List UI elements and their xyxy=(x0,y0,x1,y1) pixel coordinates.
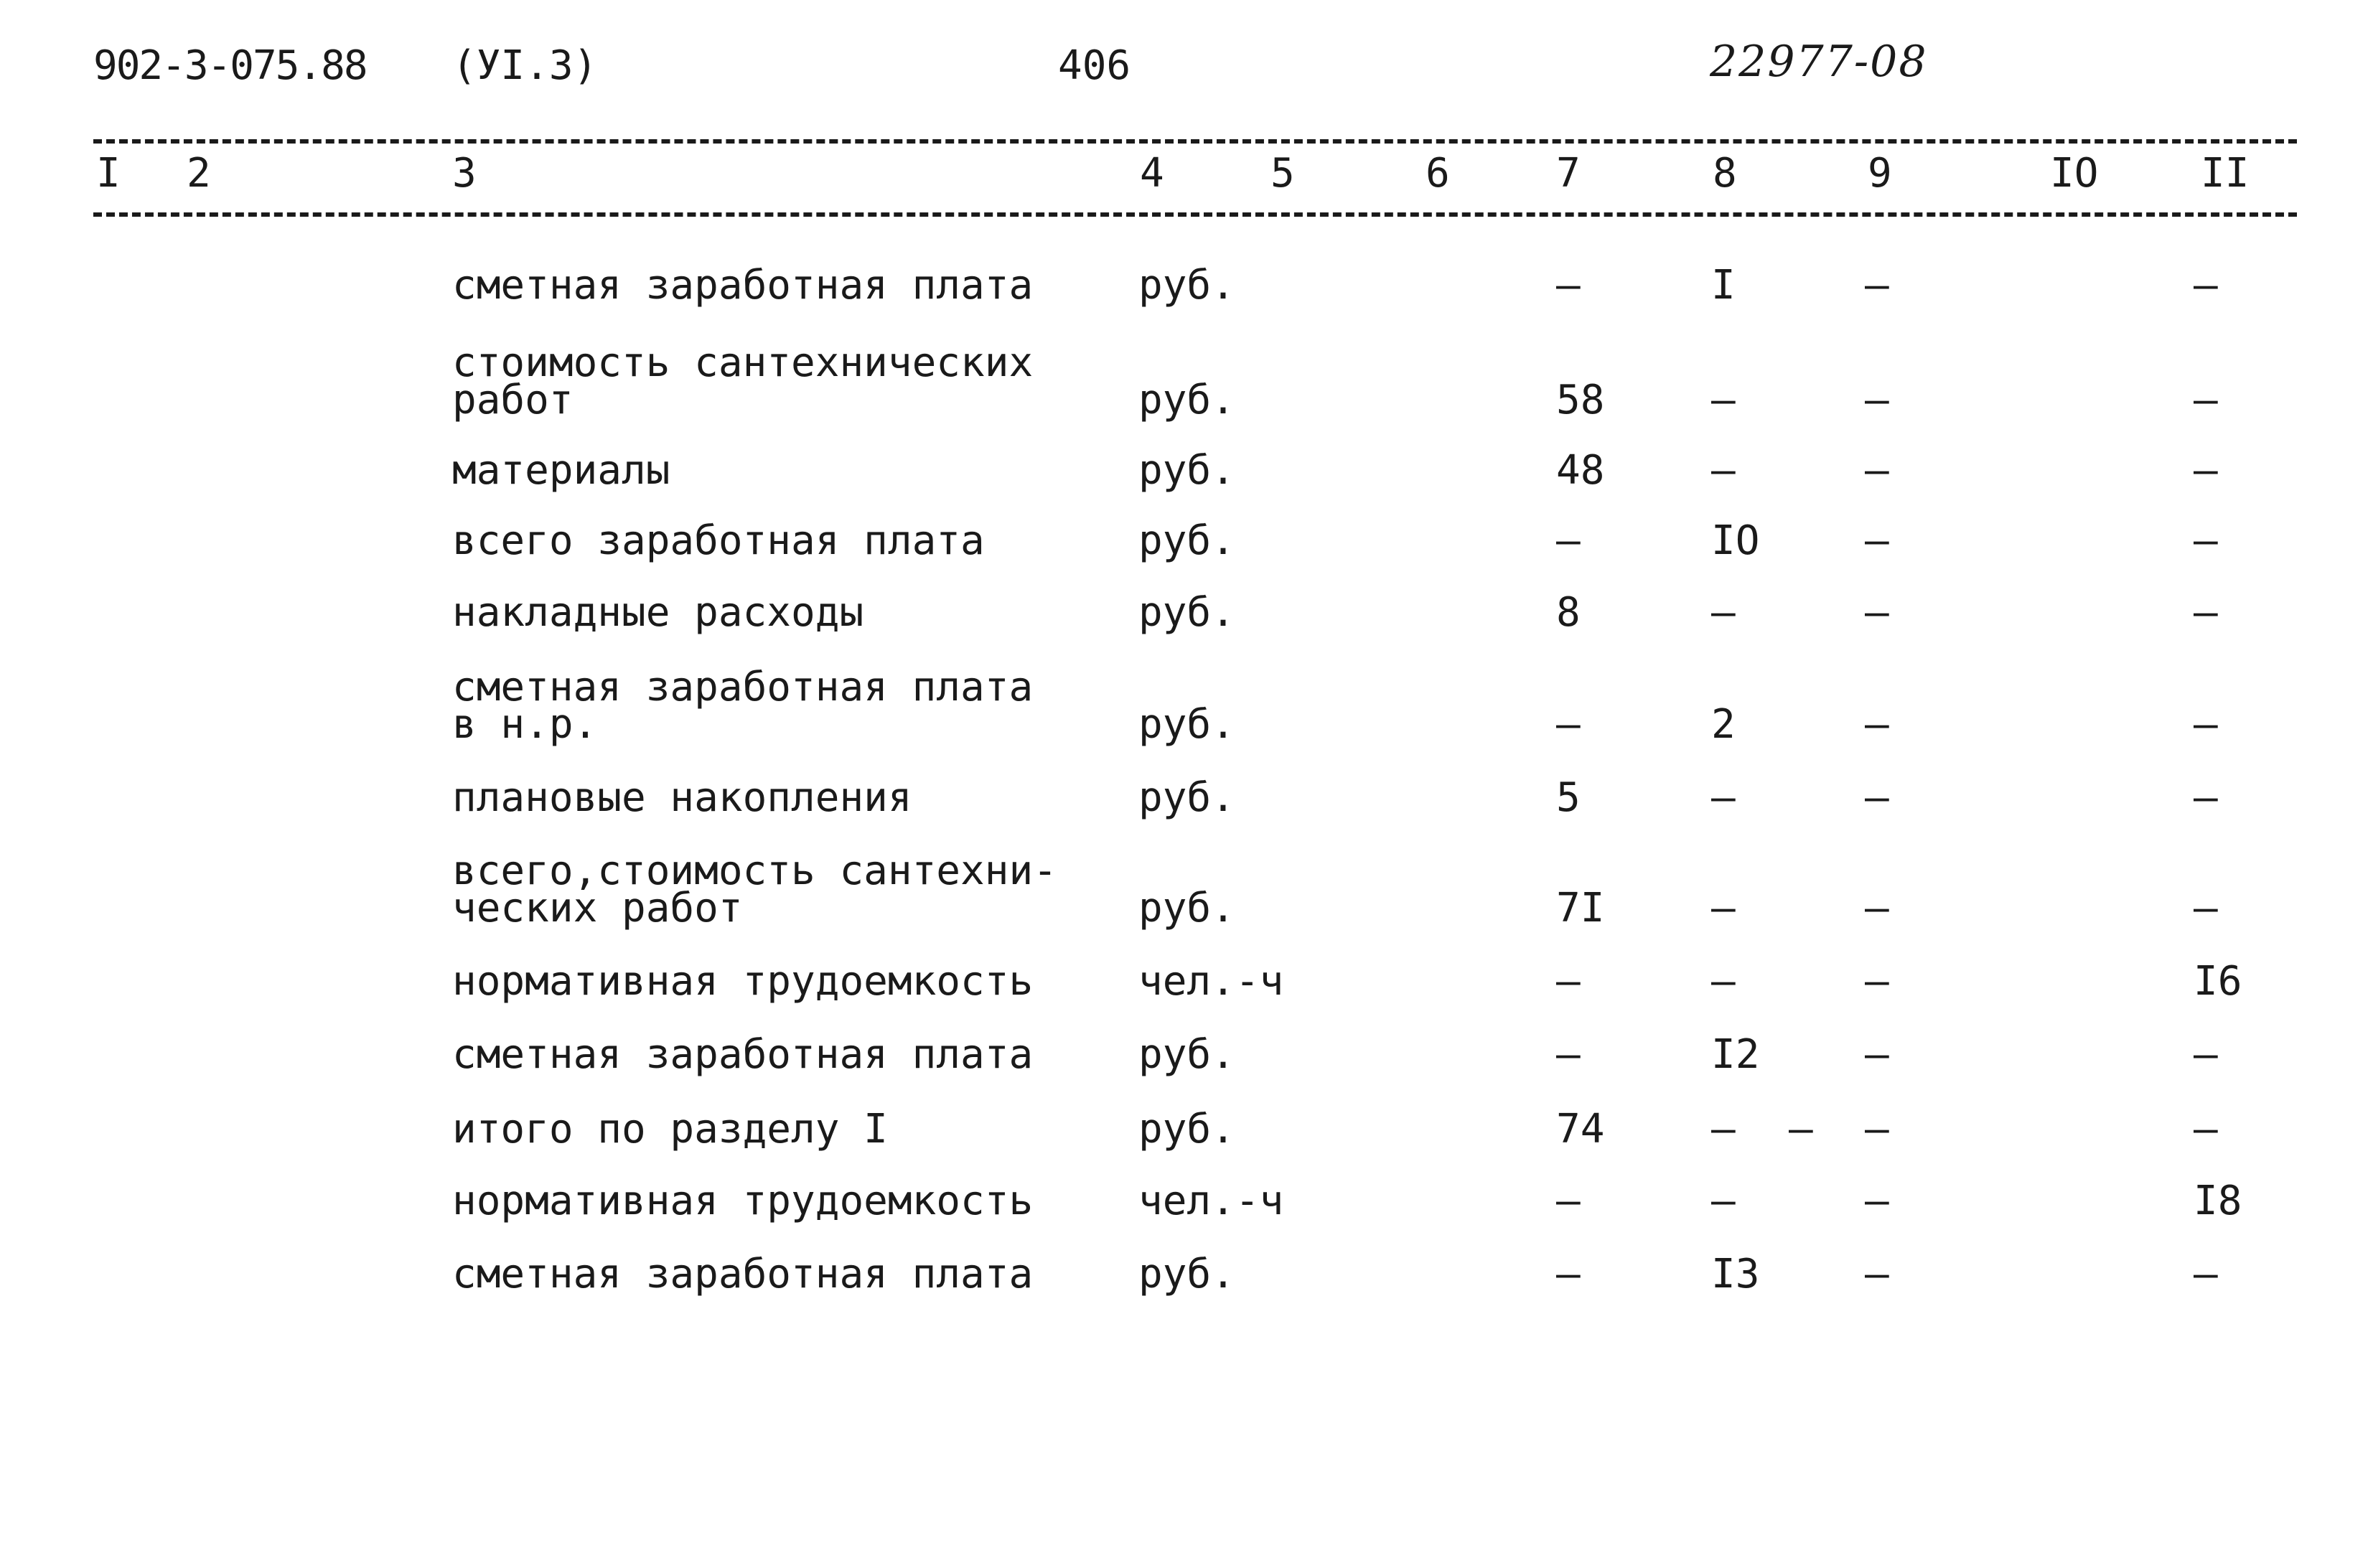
page-number: 406 xyxy=(1058,42,1131,89)
column-header-9: 9 xyxy=(1868,150,1892,197)
col7-cell: 58 xyxy=(1556,377,1605,423)
col8-cell: I2 xyxy=(1711,1031,1760,1078)
col7-cell: – xyxy=(1556,958,1581,1005)
item-name-cell xyxy=(452,664,1084,748)
col9-cell: – xyxy=(1865,1251,1889,1297)
col7-cell: 8 xyxy=(1556,589,1581,636)
col11-cell: – xyxy=(2194,885,2218,931)
col7-cell: – xyxy=(1556,701,1581,748)
document-code: 902-3-075.88 xyxy=(93,42,367,89)
item-name-line: всего заработная плата xyxy=(452,517,985,564)
column-header-6: 6 xyxy=(1426,150,1450,197)
item-name-line: плановые накопления xyxy=(452,774,912,821)
item-name-cell xyxy=(452,447,1084,494)
col11-cell: – xyxy=(2194,1106,2218,1152)
col7-cell: 7I xyxy=(1556,885,1605,931)
unit-cell: руб. xyxy=(1138,447,1235,494)
item-name-line: сметная заработная плата xyxy=(452,262,1034,309)
unit-cell: чел.-ч xyxy=(1138,958,1284,1005)
item-name-line: работ xyxy=(452,377,574,423)
col11-cell: – xyxy=(2194,774,2218,821)
col9-cell: – xyxy=(1865,958,1889,1005)
item-name-line: итого по разделу I xyxy=(452,1106,888,1152)
column-header-11: II xyxy=(2201,150,2250,197)
col8-cell: IO xyxy=(1711,517,1760,564)
item-name-cell xyxy=(452,1106,1084,1152)
section-code: (УI.3) xyxy=(452,42,598,89)
item-name-line: стоимость сантехнических xyxy=(452,339,1034,386)
item-name-line: нормативная трудоемкость xyxy=(452,1178,1034,1224)
col9-cell: – xyxy=(1865,1178,1889,1224)
column-header-3: 3 xyxy=(452,150,477,197)
column-header-10: IO xyxy=(2050,150,2099,197)
col8-cell: – xyxy=(1711,958,1736,1005)
item-name-cell xyxy=(452,262,1084,309)
item-name-cell xyxy=(452,517,1084,564)
item-name-cell xyxy=(452,774,1084,821)
column-header-7: 7 xyxy=(1556,150,1581,197)
col8-cell: – xyxy=(1711,377,1736,423)
item-name-cell xyxy=(452,848,1084,931)
col8-cell: – xyxy=(1711,589,1736,636)
item-name-line: сметная заработная плата xyxy=(452,1251,1034,1297)
col11-cell: – xyxy=(2194,262,2218,309)
col8-extra-cell: – xyxy=(1789,1106,1813,1152)
item-name-cell xyxy=(452,589,1084,636)
col7-cell: 5 xyxy=(1556,774,1581,821)
col11-cell: – xyxy=(2194,1031,2218,1078)
col9-cell: – xyxy=(1865,1106,1889,1152)
col7-cell: – xyxy=(1556,1031,1581,1078)
item-name-cell xyxy=(452,1251,1084,1297)
unit-cell: руб. xyxy=(1138,1106,1235,1152)
col7-cell: – xyxy=(1556,1251,1581,1297)
column-header-1: I xyxy=(96,150,121,197)
unit-cell: руб. xyxy=(1138,262,1235,309)
column-header-4: 4 xyxy=(1140,150,1164,197)
col9-cell: – xyxy=(1865,517,1889,564)
item-name-cell xyxy=(452,1178,1084,1224)
col9-cell: – xyxy=(1865,885,1889,931)
item-name-line: в н.р. xyxy=(452,701,598,748)
unit-cell: руб. xyxy=(1138,701,1235,748)
item-name-line: всего,стоимость сантехни- xyxy=(452,848,1057,894)
col11-cell: – xyxy=(2194,701,2218,748)
item-name-line: материалы xyxy=(452,447,670,494)
unit-cell: руб. xyxy=(1138,1031,1235,1078)
col11-cell: – xyxy=(2194,589,2218,636)
col9-cell: – xyxy=(1865,447,1889,494)
item-name-line: сметная заработная плата xyxy=(452,1031,1034,1078)
inventory-number: 22977-08 xyxy=(1710,37,1928,87)
col7-cell: – xyxy=(1556,262,1581,309)
item-name-line: сметная заработная плата xyxy=(452,664,1034,710)
column-header-2: 2 xyxy=(187,150,211,197)
col8-cell: 2 xyxy=(1711,701,1736,748)
unit-cell: руб. xyxy=(1138,885,1235,931)
column-header-5: 5 xyxy=(1270,150,1295,197)
item-name-line: накладные расходы xyxy=(452,589,864,636)
col7-cell: – xyxy=(1556,517,1581,564)
col8-cell: – xyxy=(1711,774,1736,821)
table-header-top-rule xyxy=(93,139,2297,144)
col7-cell: – xyxy=(1556,1178,1581,1224)
col9-cell: – xyxy=(1865,377,1889,423)
col8-cell: – xyxy=(1711,1106,1736,1152)
col11-cell: – xyxy=(2194,377,2218,423)
col8-cell: – xyxy=(1711,1178,1736,1224)
col7-cell: 74 xyxy=(1556,1106,1605,1152)
column-header-8: 8 xyxy=(1713,150,1737,197)
unit-cell: руб. xyxy=(1138,774,1235,821)
unit-cell: руб. xyxy=(1138,1251,1235,1297)
item-name-cell xyxy=(452,1031,1084,1078)
col9-cell: – xyxy=(1865,701,1889,748)
col11-cell: – xyxy=(2194,517,2218,564)
item-name-line: нормативная трудоемкость xyxy=(452,958,1034,1005)
col11-cell: I6 xyxy=(2194,958,2242,1005)
item-name-cell xyxy=(452,339,1084,423)
col8-cell: – xyxy=(1711,885,1736,931)
col9-cell: – xyxy=(1865,774,1889,821)
col9-cell: – xyxy=(1865,589,1889,636)
col11-cell: – xyxy=(2194,1251,2218,1297)
unit-cell: чел.-ч xyxy=(1138,1178,1284,1224)
col8-cell: I3 xyxy=(1711,1251,1760,1297)
col8-cell: – xyxy=(1711,447,1736,494)
col11-cell: I8 xyxy=(2194,1178,2242,1224)
unit-cell: руб. xyxy=(1138,517,1235,564)
col9-cell: – xyxy=(1865,262,1889,309)
item-name-cell xyxy=(452,958,1084,1005)
col9-cell: – xyxy=(1865,1031,1889,1078)
item-name-line: ческих работ xyxy=(452,885,743,931)
unit-cell: руб. xyxy=(1138,589,1235,636)
unit-cell: руб. xyxy=(1138,377,1235,423)
col11-cell: – xyxy=(2194,447,2218,494)
table-header-bottom-rule xyxy=(93,212,2297,217)
col7-cell: 48 xyxy=(1556,447,1605,494)
col8-cell: I xyxy=(1711,262,1736,309)
